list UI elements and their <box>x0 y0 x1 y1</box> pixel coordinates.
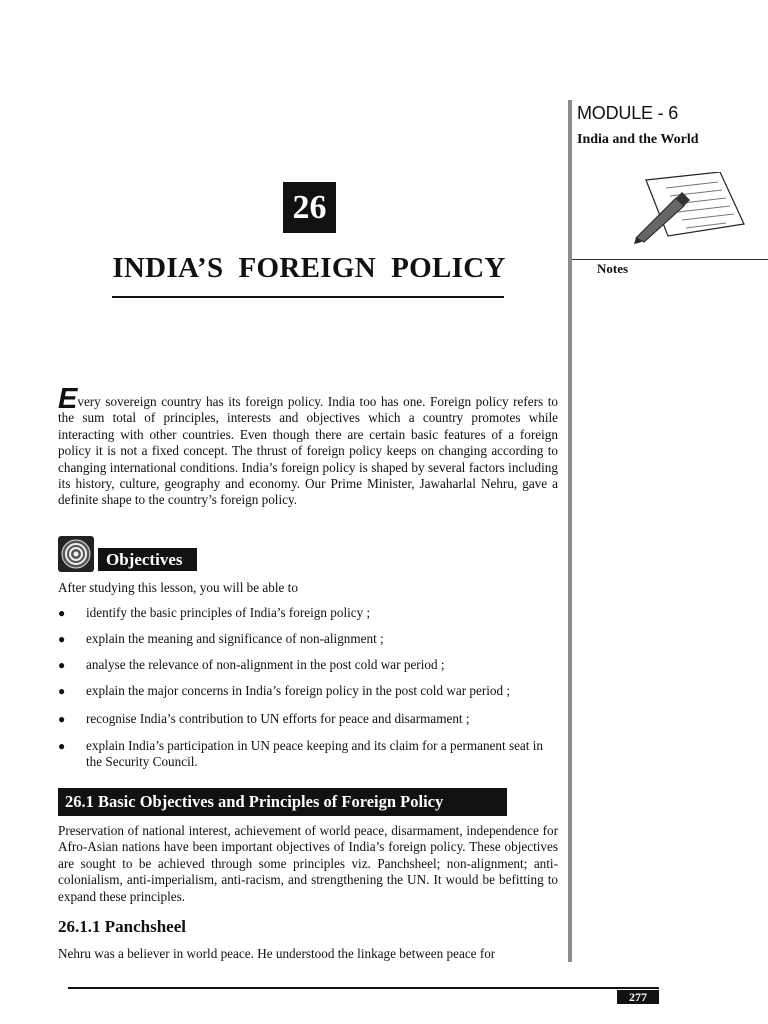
objectives-lead: After studying this lesson, you will be able to <box>58 580 298 595</box>
chapter-number: 26 <box>283 182 336 233</box>
list-item-text: explain the meaning and significance of non-alignment ; <box>86 631 384 646</box>
list-item-text: recognise India’s contribution to UN efforts for peace and disarmament ; <box>86 711 470 726</box>
objectives-heading: Objectives <box>98 548 197 571</box>
notes-icon <box>632 172 750 249</box>
intro-paragraph <box>58 383 558 509</box>
list-item <box>58 631 558 647</box>
module-label: MODULE - 6 <box>577 103 679 123</box>
bullet-icon: ● <box>58 739 66 753</box>
drop-cap: E <box>58 383 78 415</box>
list-item-text: explain India’s participation in UN peace keeping and its claim for a permanent seat in the Security Council. <box>86 738 544 770</box>
footer-rule <box>68 987 659 989</box>
subsection-paragraph: Nehru was a believer in world peace. He understood the linkage between peace for <box>58 946 496 961</box>
bullet-icon: ● <box>58 712 66 726</box>
section-paragraph: Preservation of national interest, achievement of world peace, disarmament, independence for Afro-Asian nations have been important objectives of India’s foreign policy. These objectives are sought to be achieved through some principles viz. Panchsheel; non-alignment; anti-colonialism, anti-imperialism, anti-racism, and strengthening the UN. It would be befitting to expand these principles. <box>58 823 558 904</box>
list-item <box>58 711 558 727</box>
sidebar-rule <box>568 100 572 962</box>
bullet-icon: ● <box>58 606 66 620</box>
page-number: 277 <box>617 990 659 1004</box>
bullet-icon: ● <box>58 684 66 698</box>
list-item <box>58 605 558 621</box>
list-item-text: analyse the relevance of non-alignment in the post cold war period ; <box>86 657 445 672</box>
module-subtitle: India and the World <box>577 132 699 147</box>
notes-label: Notes <box>597 261 629 276</box>
list-item <box>58 657 558 673</box>
objectives-icon <box>58 536 94 572</box>
intro-text: very sovereign country has its foreign policy. India too has one. Foreign policy refers to the sum total of principles, interests and objectives which a country promotes while interacting with other countries. Even though there are certain basic features of a foreign policy it is not a fixed concept. The thrust of foreign policy keeps on changing according to changing international conditions. India’s foreign policy is shaped by several factors including its history, culture, geography and economy. Our Prime Minister, Jawaharlal Nehru, gave a definite shape to the country’s foreign policy. <box>58 394 558 508</box>
title-underline <box>112 296 504 298</box>
list-item-text: identify the basic principles of India’s foreign policy ; <box>86 605 371 620</box>
bullet-icon: ● <box>58 658 66 672</box>
section-heading: 26.1 Basic Objectives and Principles of Foreign Policy <box>58 788 507 816</box>
list-item-text: explain the major concerns in India’s foreign policy in the post cold war period ; <box>86 683 511 698</box>
bullet-icon: ● <box>58 632 66 646</box>
subsection-heading: 26.1.1 Panchsheel <box>58 917 186 936</box>
list-item <box>58 683 558 699</box>
list-item <box>58 738 558 771</box>
chapter-title: INDIA’S FOREIGN POLICY <box>112 252 506 284</box>
